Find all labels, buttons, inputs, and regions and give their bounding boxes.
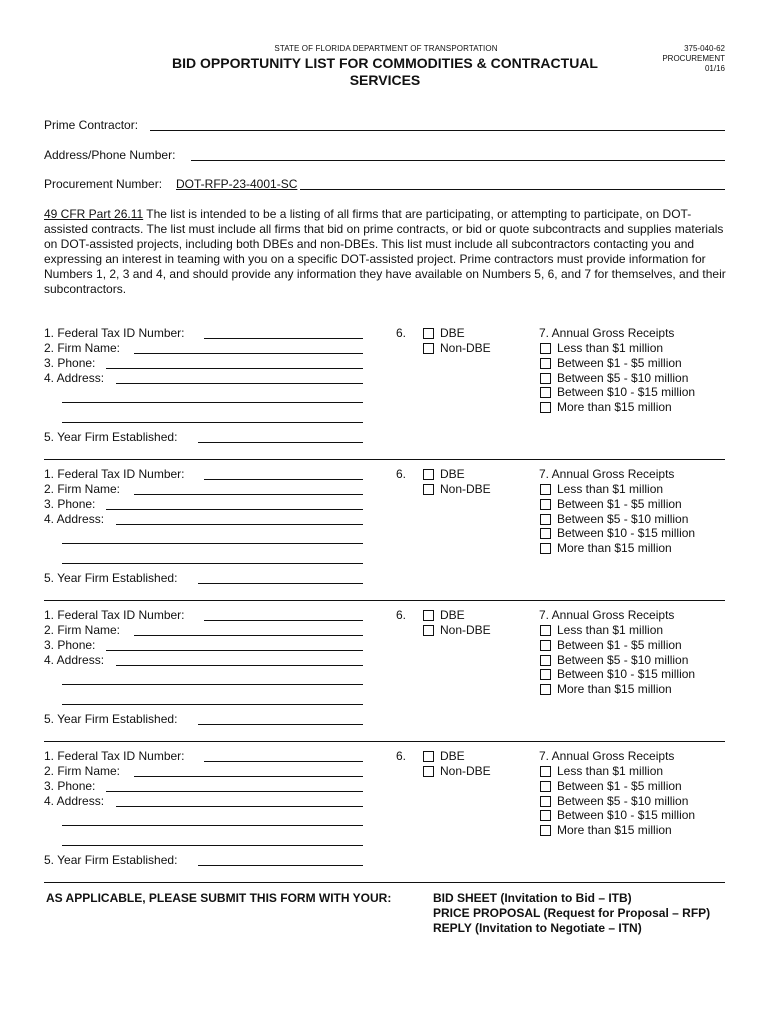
address-field-line2[interactable] <box>62 402 363 403</box>
receipts-option-2: Between $1 - $5 million <box>557 356 682 370</box>
tax-id-field[interactable] <box>204 338 363 339</box>
address-field-line3[interactable] <box>62 563 363 564</box>
address-phone-field[interactable] <box>191 160 725 161</box>
form-date: 01/16 <box>704 64 725 73</box>
receipts-checkbox-5[interactable] <box>540 402 551 413</box>
receipts-checkbox-4[interactable] <box>540 387 551 398</box>
receipts-option-2: Between $1 - $5 million <box>557 638 682 652</box>
receipts-checkbox-3[interactable] <box>540 655 551 666</box>
address-field-line3[interactable] <box>62 422 363 423</box>
submit-instruction: AS APPLICABLE, PLEASE SUBMIT THIS FORM WITH YOUR: <box>46 891 392 905</box>
non-dbe-label: Non-DBE <box>440 623 491 637</box>
year-established-label: 5. Year Firm Established: <box>44 430 178 444</box>
form-title-line2: SERVICES <box>349 72 421 88</box>
gross-receipts-title: 7. Annual Gross Receipts <box>539 467 675 481</box>
receipts-option-3: Between $5 - $10 million <box>557 653 689 667</box>
firm-name-label: 2. Firm Name: <box>44 623 121 637</box>
receipts-option-1: Less than $1 million <box>557 482 664 496</box>
receipts-option-3: Between $5 - $10 million <box>557 512 689 526</box>
address-field-line1[interactable] <box>116 383 363 384</box>
firm-name-field[interactable] <box>134 776 363 777</box>
receipts-checkbox-2[interactable] <box>540 781 551 792</box>
dbe-checkbox[interactable] <box>423 328 434 339</box>
receipts-checkbox-4[interactable] <box>540 810 551 821</box>
address-phone-label: Address/Phone Number: <box>44 148 176 162</box>
instructions-paragraph <box>44 207 728 297</box>
tax-id-label: 1. Federal Tax ID Number: <box>44 608 185 622</box>
form-title-line1: BID OPPORTUNITY LIST FOR COMMODITIES & CONTRACTUAL <box>172 55 598 71</box>
prime-contractor-label: Prime Contractor: <box>44 118 139 132</box>
dbe-number: 6. <box>396 326 407 340</box>
receipts-checkbox-2[interactable] <box>540 640 551 651</box>
receipts-checkbox-5[interactable] <box>540 684 551 695</box>
address-label: 4. Address: <box>44 512 105 526</box>
receipts-option-4: Between $10 - $15 million <box>557 385 696 399</box>
gross-receipts-title: 7. Annual Gross Receipts <box>539 749 675 763</box>
receipts-option-1: Less than $1 million <box>557 341 664 355</box>
receipts-checkbox-4[interactable] <box>540 528 551 539</box>
section-divider <box>44 600 725 601</box>
prime-contractor-field[interactable] <box>150 130 725 131</box>
tax-id-field[interactable] <box>204 479 363 480</box>
dbe-number: 6. <box>396 608 407 622</box>
dbe-checkbox[interactable] <box>423 610 434 621</box>
receipts-option-5: More than $15 million <box>557 682 672 696</box>
phone-label: 3. Phone: <box>44 638 96 652</box>
year-established-field[interactable] <box>198 442 363 443</box>
submit-item-reply: REPLY (Invitation to Negotiate – ITN) <box>433 921 642 935</box>
form-number: 375-040-62 <box>684 44 725 53</box>
address-field-line2[interactable] <box>62 543 363 544</box>
tax-id-field[interactable] <box>204 761 363 762</box>
receipts-checkbox-5[interactable] <box>540 825 551 836</box>
receipts-checkbox-2[interactable] <box>540 499 551 510</box>
address-field-line3[interactable] <box>62 704 363 705</box>
non-dbe-checkbox[interactable] <box>423 343 434 354</box>
form-number-block <box>620 44 725 74</box>
address-field-line2[interactable] <box>62 825 363 826</box>
receipts-checkbox-1[interactable] <box>540 484 551 495</box>
firm-entry-block <box>0 326 770 466</box>
receipts-option-2: Between $1 - $5 million <box>557 497 682 511</box>
address-label: 4. Address: <box>44 794 105 808</box>
receipts-option-5: More than $15 million <box>557 400 672 414</box>
gross-receipts-title: 7. Annual Gross Receipts <box>539 326 675 340</box>
gross-receipts-title: 7. Annual Gross Receipts <box>539 608 675 622</box>
dbe-label: DBE <box>440 608 465 622</box>
non-dbe-checkbox[interactable] <box>423 484 434 495</box>
phone-label: 3. Phone: <box>44 356 96 370</box>
firm-name-label: 2. Firm Name: <box>44 341 121 355</box>
submit-item-bid-sheet: BID SHEET (Invitation to Bid – ITB) <box>433 891 632 905</box>
receipts-checkbox-3[interactable] <box>540 373 551 384</box>
firm-entry-block <box>0 749 770 889</box>
firm-entry-block <box>0 608 770 748</box>
receipts-option-1: Less than $1 million <box>557 764 664 778</box>
non-dbe-label: Non-DBE <box>440 764 491 778</box>
dbe-label: DBE <box>440 467 465 481</box>
non-dbe-checkbox[interactable] <box>423 625 434 636</box>
procurement-number-value[interactable]: DOT-RFP-23-4001-SC <box>176 177 298 191</box>
receipts-option-4: Between $10 - $15 million <box>557 808 696 822</box>
address-field-line3[interactable] <box>62 845 363 846</box>
firm-name-field[interactable] <box>134 353 363 354</box>
non-dbe-label: Non-DBE <box>440 482 491 496</box>
receipts-option-3: Between $5 - $10 million <box>557 794 689 808</box>
year-established-field[interactable] <box>198 724 363 725</box>
phone-field[interactable] <box>106 650 363 651</box>
receipts-option-4: Between $10 - $15 million <box>557 667 696 681</box>
address-field-line2[interactable] <box>62 684 363 685</box>
non-dbe-checkbox[interactable] <box>423 766 434 777</box>
tax-id-field[interactable] <box>204 620 363 621</box>
year-established-label: 5. Year Firm Established: <box>44 712 178 726</box>
phone-label: 3. Phone: <box>44 779 96 793</box>
submit-documents-list <box>433 891 710 936</box>
section-divider <box>44 882 725 883</box>
dbe-checkbox[interactable] <box>423 751 434 762</box>
firm-name-label: 2. Firm Name: <box>44 764 121 778</box>
dbe-checkbox[interactable] <box>423 469 434 480</box>
procurement-number-field[interactable] <box>300 189 725 190</box>
phone-field[interactable] <box>106 509 363 510</box>
form-title <box>160 55 610 89</box>
firm-name-field[interactable] <box>134 635 363 636</box>
procurement-number-label: Procurement Number: <box>44 177 163 191</box>
receipts-checkbox-1[interactable] <box>540 766 551 777</box>
non-dbe-label: Non-DBE <box>440 341 491 355</box>
receipts-checkbox-1[interactable] <box>540 343 551 354</box>
receipts-option-1: Less than $1 million <box>557 623 664 637</box>
instructions-text: The list is intended to be a listing of all firms that are participating, or attempting to participate, on DOT-assisted contracts. The list must include all firms that bid on prime contracts, or bid or quote subcontracts and supplies materials on DOT-assisted projects, including both DBEs and non-DBEs. This list must include all subcontractors contacting you and expressing an interest in teaming with you on a specific DOT-assisted project. Prime contractors must provide information for Numbers 1, 2, 3 and 4, and should provide any information they have available on Numbers 5, 6, and 7 for themselves, and their subcontractors. <box>44 207 726 296</box>
receipts-checkbox-3[interactable] <box>540 796 551 807</box>
firm-name-field[interactable] <box>134 494 363 495</box>
section-divider <box>44 741 725 742</box>
firm-entry-block <box>0 467 770 607</box>
cfr-citation: 49 CFR Part 26.11 <box>44 207 144 221</box>
receipts-option-2: Between $1 - $5 million <box>557 779 682 793</box>
dbe-label: DBE <box>440 326 465 340</box>
receipts-checkbox-3[interactable] <box>540 514 551 525</box>
phone-field[interactable] <box>106 368 363 369</box>
receipts-checkbox-4[interactable] <box>540 669 551 680</box>
address-field-line1[interactable] <box>116 524 363 525</box>
form-category: PROCUREMENT <box>662 54 725 63</box>
address-label: 4. Address: <box>44 653 105 667</box>
receipts-option-3: Between $5 - $10 million <box>557 371 689 385</box>
year-established-field[interactable] <box>198 583 363 584</box>
agency-name: STATE OF FLORIDA DEPARTMENT OF TRANSPORTATION <box>274 44 498 53</box>
dbe-number: 6. <box>396 467 407 481</box>
dbe-label: DBE <box>440 749 465 763</box>
tax-id-label: 1. Federal Tax ID Number: <box>44 749 185 763</box>
dbe-number: 6. <box>396 749 407 763</box>
tax-id-label: 1. Federal Tax ID Number: <box>44 326 185 340</box>
phone-field[interactable] <box>106 791 363 792</box>
year-established-label: 5. Year Firm Established: <box>44 571 178 585</box>
address-label: 4. Address: <box>44 371 105 385</box>
receipts-checkbox-5[interactable] <box>540 543 551 554</box>
receipts-option-5: More than $15 million <box>557 823 672 837</box>
section-divider <box>44 459 725 460</box>
phone-label: 3. Phone: <box>44 497 96 511</box>
receipts-checkbox-2[interactable] <box>540 358 551 369</box>
receipts-option-4: Between $10 - $15 million <box>557 526 696 540</box>
year-established-label: 5. Year Firm Established: <box>44 853 178 867</box>
receipts-option-5: More than $15 million <box>557 541 672 555</box>
address-field-line1[interactable] <box>116 665 363 666</box>
receipts-checkbox-1[interactable] <box>540 625 551 636</box>
firm-name-label: 2. Firm Name: <box>44 482 121 496</box>
submit-item-price-proposal: PRICE PROPOSAL (Request for Proposal – RFP) <box>433 906 711 920</box>
address-field-line1[interactable] <box>116 806 363 807</box>
year-established-field[interactable] <box>198 865 363 866</box>
tax-id-label: 1. Federal Tax ID Number: <box>44 467 185 481</box>
